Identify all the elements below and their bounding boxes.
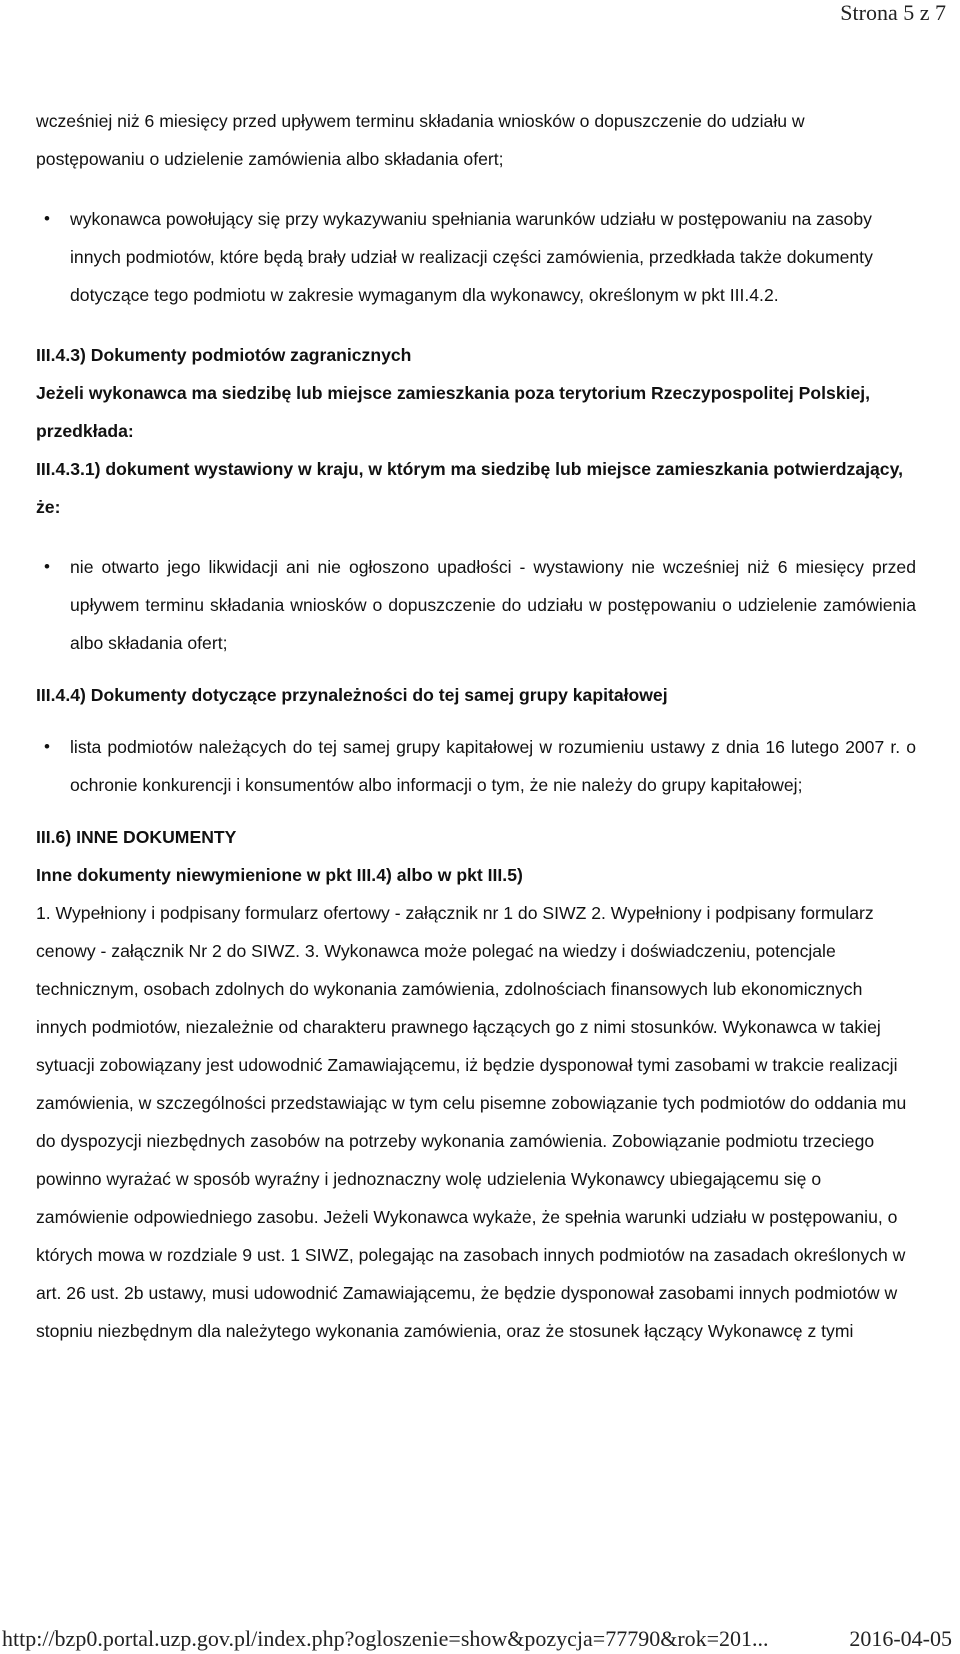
other-documents-text: 1. Wypełniony i podpisany formularz ofertowy - załącznik nr 1 do SIWZ 2. Wypełniony i podpisany formularz cenowy - załącznik Nr 2 do SIWZ. 3. Wykonawca może polegać na wiedzy i doświadczeniu, potencjale technicznym, osobach zdolnych do wykonania zamówienia, zdolnościach finansowych lub ekonomicznych innych podmiotów, niezależnie od charakteru prawnego łączących go z nimi stosunków. Wykonawca w takiej sytuacji zobowiązany jest udowodnić Zamawiającemu, iż będzie dysponował tymi zasobami w trakcie realizacji zamówienia, w szczególności przedstawiając w tym celu pisemne zobowiązanie tych podmiotów do oddania mu do dyspozycji niezbędnych zasobów na potrzeby wykonania zamówienia. Zobowiązanie podmiotu trzeciego powinno wyrażać w sposób wyraźny i jednoznaczny wolę udzielenia Wykonawcy ubiegającemu się o zamówienie odpowiedniego zasobu. Jeżeli Wykonawca wykaże, że spełnia warunki udziału w postępowaniu, o których mowa w rozdziale 9 ust. 1 SIWZ, polegając na zasobach innych podmiotów na zasadach określonych w art. 26 ust. 2b ustawy, musi udowodnić Zamawiającemu, że będzie dysponował zasobami innych podmiotów w stopniu niezbędnym dla należytego wykonania zamówienia, oraz że stosunek łączący Wykonawcę z tymi: [36, 903, 907, 1341]
page-number: Strona 5 z 7: [840, 0, 946, 25]
section-heading-iii-4-3-1: III.4.3.1) dokument wystawiony w kraju, w którym ma siedzibę lub miejsce zamieszkania potwierdzający, że:: [36, 459, 903, 517]
document-body: [36, 102, 916, 1350]
page-footer: [0, 1622, 960, 1654]
subheading-other-documents: Inne dokumenty niewymienione w pkt III.4) albo w pkt III.5): [36, 865, 523, 885]
section-heading-iii-6: III.6) INNE DOKUMENTY: [36, 827, 237, 847]
footer-url: http://bzp0.portal.uzp.gov.pl/index.php?ogloszenie=show&pozycja=77790&rok=201...: [2, 1626, 769, 1651]
intro-continuation: wcześniej niż 6 miesięcy przed upływem terminu składania wniosków o dopuszczenie do udziału w postępowaniu o udzielenie zamówienia albo składania ofert;: [36, 111, 805, 169]
section-heading-iii-4-4: III.4.4) Dokumenty dotyczące przynależności do tej samej grupy kapitałowej: [36, 685, 668, 705]
bullet-subcontractor-text: wykonawca powołujący się przy wykazywaniu spełniania warunków udziału w postępowaniu na zasoby innych podmiotów, które będą brały udział w realizacji części zamówienia, przedkłada także dokumenty dotyczące tego podmiotu w zakresie wymaganym dla wykonawcy, określonym w pkt III.4.2.: [70, 209, 873, 305]
list-item: [36, 200, 916, 314]
section-heading-iii-4-3: III.4.3) Dokumenty podmiotów zagranicznych: [36, 345, 412, 365]
bullet-group-text: lista podmiotów należących do tej samej grupy kapitałowej w rozumieniu ustawy z dnia 16 lutego 2007 r. o ochronie konkurencji i konsumentów albo informacji o tym, że nie należy do grupy kapitałowej;: [70, 737, 916, 795]
bullet-icon: •: [44, 209, 50, 228]
bullet-icon: •: [44, 737, 50, 756]
list-item: [36, 728, 916, 804]
footer-date: 2016-04-05: [849, 1626, 952, 1651]
bullet-liquidation-text: nie otwarto jego likwidacji ani nie ogłoszono upadłości - wystawiony nie wcześniej niż 6 miesięcy przed upływem terminu składania wniosków o dopuszczenie do udziału w postępowaniu o udzielenie zamówienia albo składania ofert;: [70, 557, 916, 653]
list-item: [36, 548, 916, 662]
bullet-icon: •: [44, 557, 50, 576]
foreign-intro: Jeżeli wykonawca ma siedzibę lub miejsce zamieszkania poza terytorium Rzeczypospolitej Polskiej, przedkłada:: [36, 383, 871, 441]
